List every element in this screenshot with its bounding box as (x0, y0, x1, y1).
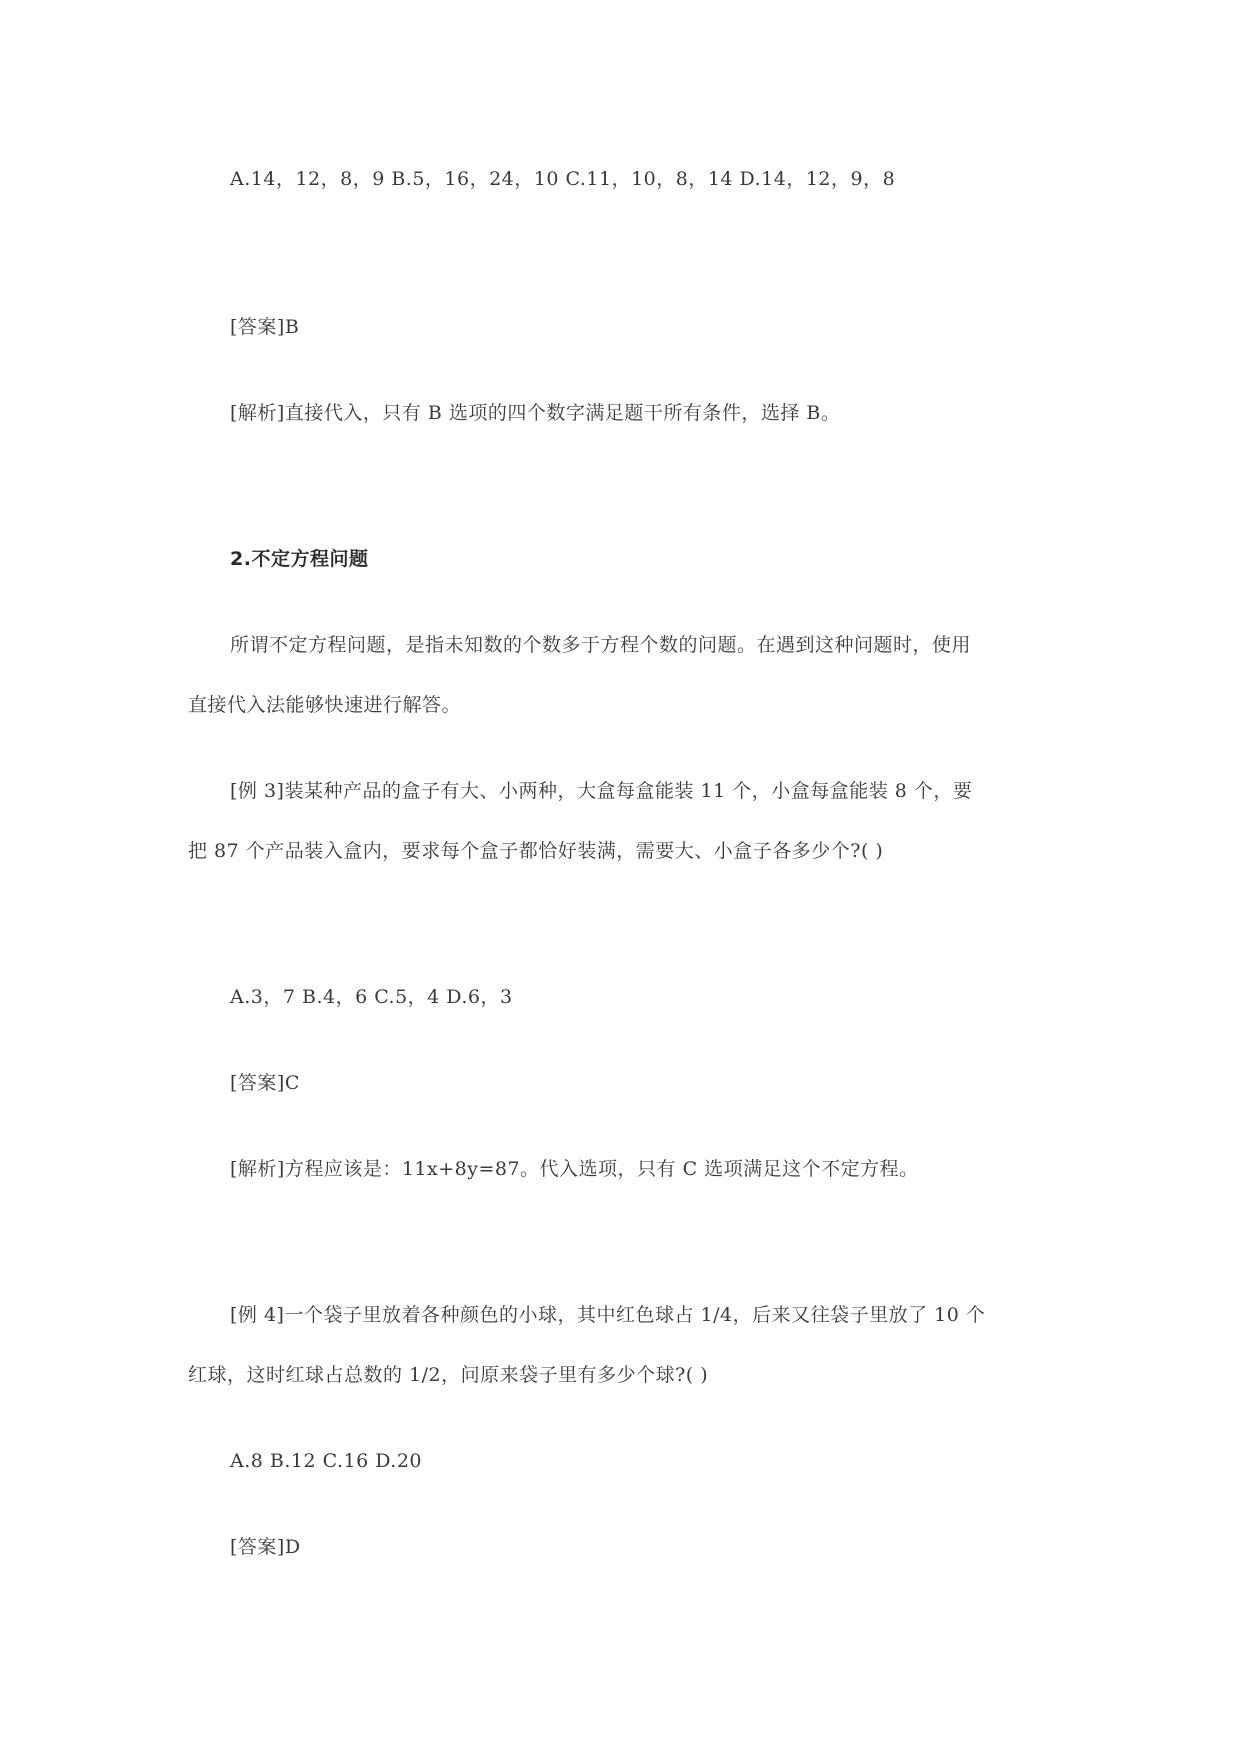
example4-options: A.8 B.12 C.16 D.20 (230, 1450, 422, 1472)
example4-answer: [答案]D (230, 1536, 301, 1558)
prev-example-answer: [答案]B (230, 316, 300, 338)
section-intro-line-1: 所谓不定方程问题，是指未知数的个数多于方程个数的问题。在遇到这种问题时，使用 (230, 634, 972, 656)
section-intro-line-2: 直接代入法能够快速进行解答。 (188, 694, 462, 716)
section-heading: 2.不定方程问题 (230, 548, 369, 570)
example3-answer: [答案]C (230, 1072, 300, 1094)
example3-question-line-1: [例 3]装某种产品的盒子有大、小两种，大盒每盒能装 11 个，小盒每盒能装 8 个，要 (230, 780, 973, 802)
example4-question-line-2: 红球，这时红球占总数的 1/2，问原来袋子里有多少个球?( ) (188, 1364, 709, 1386)
example3-question-line-2: 把 87 个产品装入盒内，要求每个盒子都恰好装满，需要大、小盒子各多少个?( ) (188, 840, 884, 862)
prev-example-analysis: [解析]直接代入，只有 B 选项的四个数字满足题干所有条件，选择 B。 (230, 402, 841, 424)
example3-options: A.3，7 B.4，6 C.5，4 D.6，3 (230, 986, 513, 1008)
example4-question-line-1: [例 4]一个袋子里放着各种颜色的小球，其中红色球占 1/4，后来又往袋子里放了 10 个 (230, 1304, 986, 1326)
example3-analysis: [解析]方程应该是：11x+8y=87。代入选项，只有 C 选项满足这个不定方程。 (230, 1158, 919, 1180)
prev-example-options: A.14，12，8，9 B.5，16，24，10 C.11，10，8，14 D.14，12，9，8 (230, 168, 896, 190)
